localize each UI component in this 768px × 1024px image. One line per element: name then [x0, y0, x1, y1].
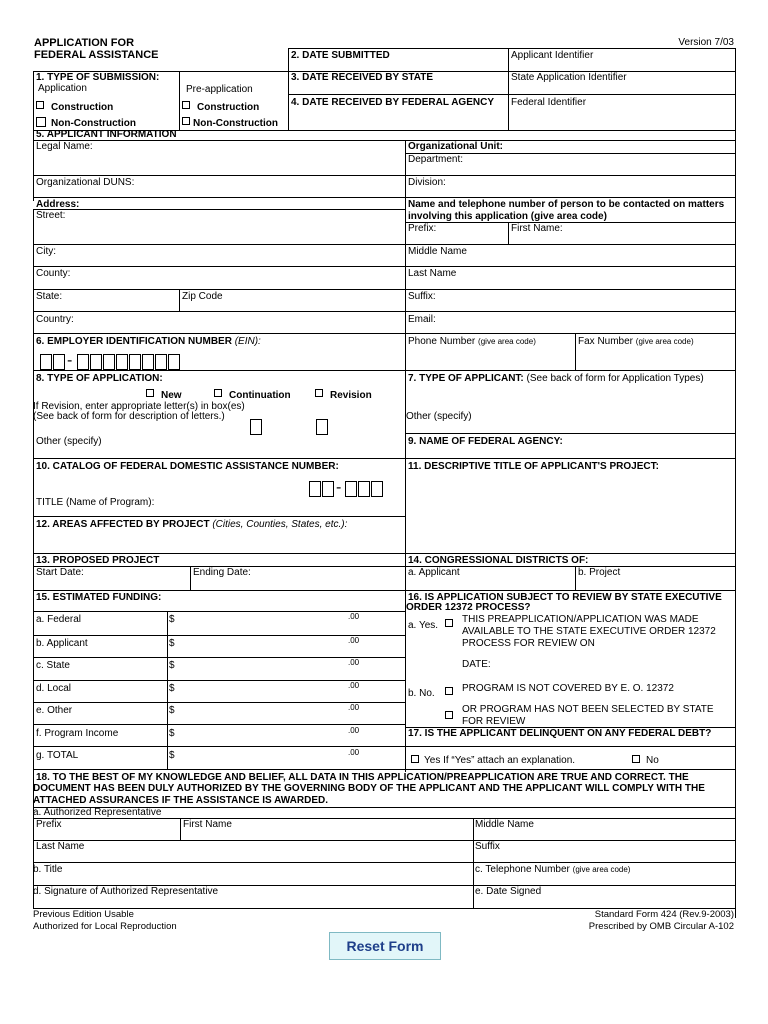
rep-prefix-label: Prefix — [36, 819, 62, 830]
review-yes-checkbox[interactable] — [445, 619, 453, 627]
application-label: Application — [38, 83, 87, 94]
authorized-representative-label: a. Authorized Representative — [33, 807, 162, 818]
fax-number-label: Fax Number (give area code) — [578, 336, 694, 347]
rep-middle-name-label: Middle Name — [475, 819, 534, 830]
rep-date-signed-label: e. Date Signed — [475, 886, 542, 897]
rep-title-label: b. Title — [33, 864, 63, 875]
proposed-project-label: 13. PROPOSED PROJECT — [36, 555, 160, 566]
cents-label: .00 — [348, 681, 360, 690]
cents-label: .00 — [348, 658, 360, 667]
ein-digit-box[interactable] — [90, 354, 102, 370]
review-no-covered-checkbox[interactable] — [445, 687, 453, 695]
dollar-sign: $ — [169, 614, 175, 625]
district-project-label: b. Project — [578, 567, 621, 578]
ein-digit-box[interactable] — [53, 354, 65, 370]
ein-digit-box[interactable] — [116, 354, 128, 370]
new-label: New — [161, 390, 182, 401]
ein-dash: - — [67, 352, 73, 369]
applicant-information-label: 5. APPLICANT INFORMATION — [36, 129, 177, 140]
ein-label: 6. EMPLOYER IDENTIFICATION NUMBER (EIN): — [36, 336, 261, 347]
district-applicant-label: a. Applicant — [408, 567, 460, 578]
contact-middle-name-label: Middle Name — [408, 246, 467, 257]
rep-last-name-label: Last Name — [36, 841, 85, 852]
ein-digit-box[interactable] — [103, 354, 115, 370]
certification-line2: DOCUMENT HAS BEEN DULY AUTHORIZED BY THE GOVERNING BODY OF THE APPLICANT AND THE APPLICANT WILL COMPLY WITH THE — [33, 783, 705, 794]
contact-prefix-label: Prefix: — [408, 223, 437, 234]
cents-label: .00 — [348, 726, 360, 735]
footer-local-reproduction: Authorized for Local Reproduction — [33, 921, 177, 932]
rep-telephone-label: c. Telephone Number (give area code) — [475, 864, 631, 875]
cents-label: .00 — [348, 612, 360, 621]
federal-identifier-label: Federal Identifier — [511, 97, 587, 108]
version-label: Version 7/03 — [678, 37, 734, 48]
dollar-sign: $ — [169, 705, 175, 716]
application-nonconstruction-checkbox[interactable] — [36, 117, 46, 127]
ein-digit-box[interactable] — [155, 354, 167, 370]
new-checkbox[interactable] — [146, 389, 154, 397]
revision-instructions-line2: (See back of form for description of letters.) — [33, 411, 225, 422]
funding-row-label: a. Federal — [36, 614, 82, 625]
delinquent-no-checkbox[interactable] — [632, 755, 640, 763]
revision-letter-box[interactable] — [316, 419, 328, 435]
reset-form-button[interactable]: Reset Form — [329, 932, 441, 960]
revision-checkbox[interactable] — [315, 389, 323, 397]
project-title-label: 11. DESCRIPTIVE TITLE OF APPLICANT'S PROJECT: — [408, 461, 659, 472]
funding-row-label: b. Applicant — [36, 638, 88, 649]
funding-row-label: d. Local — [36, 683, 72, 694]
dollar-sign: $ — [169, 750, 175, 761]
review-yes-text-line3: PROCESS FOR REVIEW ON — [462, 638, 595, 649]
preapplication-nonconstruction-checkbox[interactable] — [182, 117, 190, 125]
type-of-application-label: 8. TYPE OF APPLICATION: — [36, 373, 163, 384]
funding-row-label: f. Program Income — [36, 728, 119, 739]
state-application-identifier-label: State Application Identifier — [511, 72, 627, 83]
certification-line3: ATTACHED ASSURANCES IF THE ASSISTANCE IS AWARDED. — [33, 795, 329, 806]
date-received-state-label: 3. DATE RECEIVED BY STATE — [291, 72, 434, 83]
contact-suffix-label: Suffix: — [408, 291, 436, 302]
cfda-dash: - — [336, 479, 342, 496]
construction-label: Construction — [51, 102, 114, 113]
review-date-label: DATE: — [462, 659, 491, 670]
nonconstruction-label: Non-Construction — [51, 118, 136, 129]
continuation-checkbox[interactable] — [214, 389, 222, 397]
cfda-digit-box[interactable] — [322, 481, 334, 497]
cents-label: .00 — [348, 748, 360, 757]
ending-date-label: Ending Date: — [193, 567, 251, 578]
review-no-text: PROGRAM IS NOT COVERED BY E. O. 12372 — [462, 683, 674, 694]
dollar-sign: $ — [169, 638, 175, 649]
start-date-label: Start Date: — [36, 567, 84, 578]
date-received-federal-label: 4. DATE RECEIVED BY FEDERAL AGENCY — [291, 97, 494, 108]
rep-first-name-label: First Name — [183, 819, 232, 830]
contact-first-name-label: First Name: — [511, 223, 563, 234]
review-not-selected-line2: FOR REVIEW — [462, 716, 526, 727]
state-label: State: — [36, 291, 63, 302]
footer-standard-form: Standard Form 424 (Rev.9-2003) — [594, 909, 734, 920]
revision-letter-box[interactable] — [250, 419, 262, 435]
address-label: Address: — [36, 199, 80, 210]
review-not-selected-line1: OR PROGRAM HAS NOT BEEN SELECTED BY STATE — [462, 704, 714, 715]
delinquent-yes-checkbox[interactable] — [411, 755, 419, 763]
ein-digit-box[interactable] — [142, 354, 154, 370]
nonconstruction-label-2: Non-Construction — [193, 118, 278, 129]
continuation-label: Continuation — [229, 390, 291, 401]
applicant-identifier-label: Applicant Identifier — [511, 50, 594, 61]
cfda-digit-box[interactable] — [371, 481, 383, 497]
state-review-label-line2: ORDER 12372 PROCESS? — [406, 602, 531, 613]
cfda-number-label: 10. CATALOG OF FEDERAL DOMESTIC ASSISTANCE NUMBER: — [36, 461, 339, 472]
ein-digit-box[interactable] — [40, 354, 52, 370]
street-label: Street: — [36, 210, 66, 221]
construction-label-2: Construction — [197, 102, 260, 113]
cents-label: .00 — [348, 636, 360, 645]
preapplication-label: Pre-application — [186, 84, 253, 95]
department-label: Department: — [408, 154, 464, 165]
funding-row-label: c. State — [36, 660, 70, 671]
phone-number-label: Phone Number (give area code) — [408, 336, 536, 347]
congressional-districts-label: 14. CONGRESSIONAL DISTRICTS OF: — [408, 555, 589, 566]
federal-agency-label: 9. NAME OF FEDERAL AGENCY: — [408, 436, 563, 447]
state-review-label-line1: 16. IS APPLICATION SUBJECT TO REVIEW BY STATE EXECUTIVE — [408, 592, 722, 603]
cfda-digit-box[interactable] — [345, 481, 357, 497]
applicant-other-specify-label: Other (specify) — [406, 411, 472, 422]
contact-person-label: Name and telephone number of person to be contacted on matters involving this application (give area code) — [408, 199, 725, 222]
country-label: Country: — [36, 314, 74, 325]
funding-row-label: g. TOTAL — [36, 750, 79, 761]
review-yes-label: a. Yes. — [408, 620, 439, 631]
ein-digit-box[interactable] — [77, 354, 89, 370]
legal-name-label: Legal Name: — [36, 141, 93, 152]
revision-label: Revision — [330, 390, 372, 401]
zip-code-label: Zip Code — [182, 291, 223, 302]
rep-signature-label: d. Signature of Authorized Representative — [33, 886, 219, 897]
cfda-digit-box[interactable] — [309, 481, 321, 497]
form-title-line1: APPLICATION FOR — [34, 37, 135, 49]
city-label: City: — [36, 246, 56, 257]
footer-previous-edition: Previous Edition Usable — [33, 909, 134, 920]
review-yes-text-line2: AVAILABLE TO THE STATE EXECUTIVE ORDER 12372 — [462, 626, 716, 637]
areas-affected-label: 12. AREAS AFFECTED BY PROJECT (Cities, Counties, States, etc.): — [36, 519, 348, 530]
contact-last-name-label: Last Name — [408, 268, 457, 279]
date-submitted-label: 2. DATE SUBMITTED — [291, 50, 390, 61]
funding-row-label: e. Other — [36, 705, 73, 716]
delinquent-debt-label: 17. IS THE APPLICANT DELINQUENT ON ANY FEDERAL DEBT? — [408, 728, 712, 739]
ein-digit-box[interactable] — [168, 354, 180, 370]
footer-omb-circular: Prescribed by OMB Circular A-102 — [588, 921, 734, 932]
delinquent-no-label: No — [646, 755, 659, 766]
program-title-label: TITLE (Name of Program): — [36, 497, 155, 508]
contact-email-label: Email: — [408, 314, 436, 325]
delinquent-yes-label: Yes If “Yes” attach an explanation. — [424, 755, 576, 766]
certification-line1: 18. TO THE BEST OF MY KNOWLEDGE AND BELIEF, ALL DATA IN THIS APPLICATION/PREAPPLICATION ARE TRUE AND CORRECT. THE — [36, 772, 689, 783]
review-no-label: b. No. — [408, 688, 435, 699]
review-not-selected-checkbox[interactable] — [445, 711, 453, 719]
revision-instructions-line1: If Revision, enter appropriate letter(s) in box(es) — [33, 401, 245, 412]
dollar-sign: $ — [169, 728, 175, 739]
rep-suffix-label: Suffix — [475, 841, 500, 852]
ein-digit-box[interactable] — [129, 354, 141, 370]
division-label: Division: — [408, 177, 446, 188]
form-title-line2: FEDERAL ASSISTANCE — [34, 49, 159, 61]
org-unit-label: Organizational Unit: — [408, 141, 503, 152]
review-yes-text-line1: THIS PREAPPLICATION/APPLICATION WAS MADE — [462, 614, 699, 625]
preapplication-construction-checkbox[interactable] — [182, 101, 190, 109]
cfda-digit-box[interactable] — [358, 481, 370, 497]
application-other-specify-label: Other (specify) — [36, 436, 102, 447]
cents-label: .00 — [348, 703, 360, 712]
dollar-sign: $ — [169, 660, 175, 671]
duns-label: Organizational DUNS: — [36, 177, 135, 188]
county-label: County: — [36, 268, 71, 279]
dollar-sign: $ — [169, 683, 175, 694]
estimated-funding-label: 15. ESTIMATED FUNDING: — [36, 592, 162, 603]
type-of-submission-label: 1. TYPE OF SUBMISSION: — [36, 72, 160, 83]
type-of-applicant-label: 7. TYPE OF APPLICANT: (See back of form for Application Types) — [408, 373, 704, 384]
application-construction-checkbox[interactable] — [36, 101, 44, 109]
